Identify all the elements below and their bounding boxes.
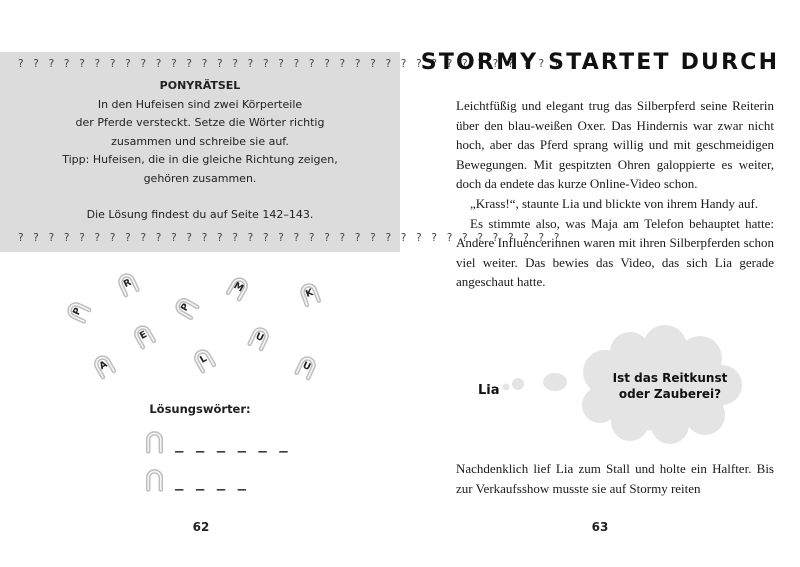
puzzle-line-1: In den Hufeisen sind zwei Körperteile: [97, 97, 303, 111]
puzzle-line-5: gehören zusammen.: [143, 171, 257, 185]
horseshoe-icon: [125, 317, 162, 354]
puzzle-line-3: zusammen und schreibe sie auf.: [111, 134, 289, 148]
horseshoe-letter: R: [121, 276, 134, 291]
paragraph: Nachdenklich lief Lia zum Stall und holte ein Halfter. Bis zur Verkaufsshow musste sie auf Stormy reiten: [456, 461, 774, 496]
horseshoe-letter: P: [178, 301, 193, 314]
horseshoe-icon: [85, 347, 122, 384]
right-page: [400, 0, 800, 567]
horseshoe-icon: [167, 289, 204, 326]
thought-line-2: oder Zauberei?: [618, 387, 722, 401]
horseshoe-icon: [141, 466, 168, 493]
answer-blanks-1[interactable]: _ _ _ _ _ _: [175, 437, 290, 453]
horseshoe-icon: [60, 294, 96, 330]
horseshoe-icon: [242, 320, 278, 356]
puzzle-line-2: der Pferde versteckt. Setze die Wörter richtig: [75, 116, 325, 129]
horseshoe-letter: P: [71, 306, 84, 317]
speaker-label: Lia: [478, 383, 500, 398]
page-number-left: 62: [192, 520, 210, 534]
page-number-right: 63: [591, 520, 609, 534]
chapter-title: STORMY STARTET DURCH: [420, 50, 780, 75]
body-text-bottom: [456, 459, 774, 498]
horseshoe-icon: [141, 428, 168, 455]
horseshoe-letter: L: [198, 353, 209, 366]
horseshoe-letter: U: [300, 359, 313, 374]
puzzle-text: [0, 77, 400, 225]
horseshoe-letter: M: [231, 280, 246, 295]
paragraph: „Krass!“, staunte Lia und blickte von ihrem Handy auf.: [470, 195, 759, 211]
puzzle-solution-hint: Die Lösung findest du auf Seite 142–143.: [86, 208, 314, 221]
horseshoe-icon: [289, 349, 325, 385]
solution-label: Lösungswörter:: [149, 402, 251, 416]
horseshoe-letter: E: [137, 329, 150, 342]
paragraph: Es stimmte also, was Maja am Telefon behauptet hatte: Andere Influencerinnen waren mit ihren Silberpferden schon viel weiter. Das bewies das Video, das sich Lia gerade angeschaut hatte.: [456, 215, 774, 290]
horseshoe-letter: K: [304, 287, 315, 300]
horseshoe-icon: [292, 276, 327, 311]
puzzle-title: PONYRÄTSEL: [159, 79, 241, 92]
puzzle-box: [0, 52, 563, 252]
question-mark-border-bottom: ? ? ? ? ? ? ? ? ? ? ? ? ? ? ? ? ? ? ? ? ? ? ? ? ? ? ? ? ? ? ? ? ? ? ? ?: [18, 232, 563, 244]
body-text-top: [456, 96, 774, 292]
horseshoe-icon: [185, 341, 222, 378]
question-mark-border-top: ? ? ? ? ? ? ? ? ? ? ? ? ? ? ? ? ? ? ? ? ? ? ? ? ? ? ? ? ? ? ? ? ? ? ? ?: [18, 58, 563, 70]
horseshoe-letter: U: [253, 330, 266, 345]
horseshoe-icon: [220, 269, 257, 306]
horseshoe-icon: [110, 266, 146, 302]
thought-line-1: Ist das Reitkunst: [612, 371, 728, 385]
horseshoe-letter: A: [97, 358, 110, 373]
paragraph: Leichtfüßig und elegant trug das Silberpferd seine Reiterin über den blau-weißen Oxer. Das Hindernis war zwar nicht hoch, aber das Pferd sprang willig und mit geschmeidigen Bewegungen. Mit gespitzten Ohren galoppierte es weiter, doch da endete das kurze Online-Video schon.: [456, 98, 774, 192]
answer-blanks-2[interactable]: _ _ _ _: [175, 475, 249, 491]
puzzle-line-4: Tipp: Hufeisen, die in die gleiche Richtung zeigen,: [62, 153, 338, 166]
thought-text: [590, 370, 750, 402]
